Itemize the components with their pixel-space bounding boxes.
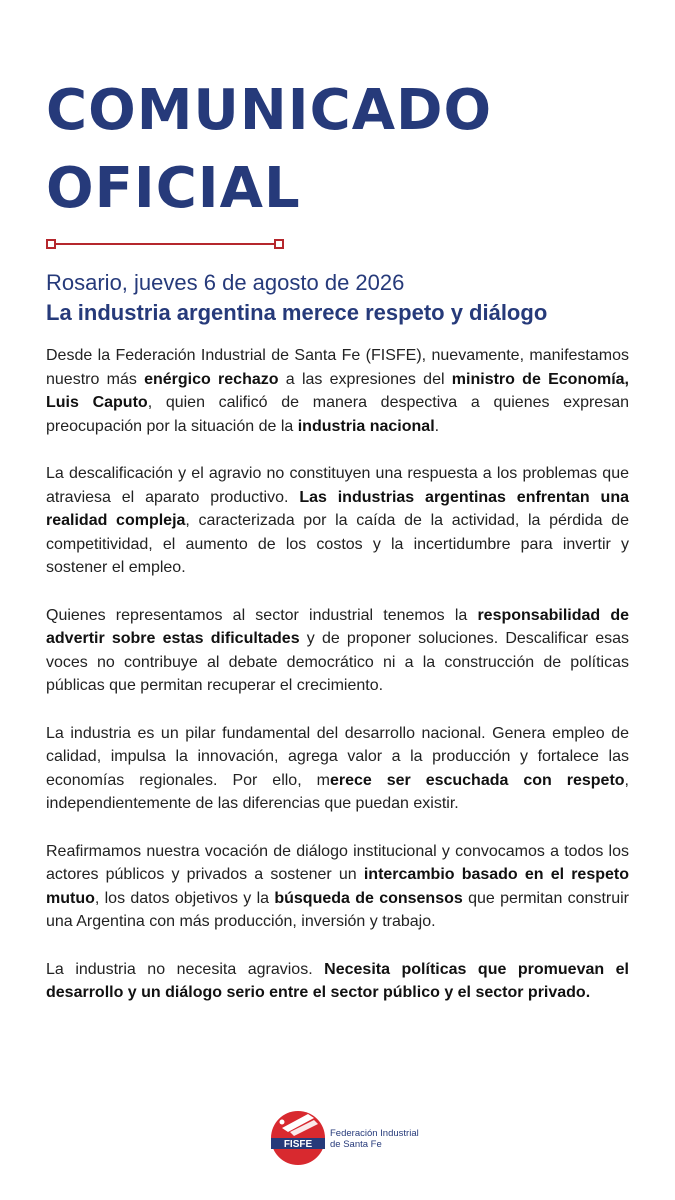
paragraph-3: Quienes representamos al sector industrial tenemos la responsabilidad de advertir sobre estas dificultades y de proponer soluciones. Descalificar esas voces no contribuye al debate democrático ni a la construcción de políticas públicas que permitan recuperar el crecimiento. (46, 606, 629, 694)
title-line-1: COMUNICADO (46, 78, 493, 143)
title-line-2: OFICIAL (46, 156, 301, 221)
paragraph-5: Reafirmamos nuestra vocación de diálogo institucional y convocamos a todos los actores públicos y privados a sostener un intercambio basado en el respeto mutuo, los datos objetivos y la búsqueda de consensos que permitan construir una Argentina con más producción, inversión y trabajo. (46, 842, 630, 930)
date-line: Rosario, jueves 6 de agosto de 2026 (46, 270, 405, 295)
paragraph-6: La industria no necesita agravios. Necesita políticas que promuevan el desarrollo y un diálogo serio entre el sector público y el sector privado. (46, 960, 629, 1001)
paragraph-1: Desde la Federación Industrial de Santa Fe (FISFE), nuevamente, manifestamos nuestro más enérgico rechazo a las expresiones del ministro de Economía, Luis Caputo, quien calificó de manera despectiva a quienes expresan preocupación por la situación de la industria nacional. (46, 347, 630, 435)
fisfe-logo-icon (268, 1108, 330, 1168)
divider-left-square (46, 239, 56, 249)
headline: La industria argentina merece respeto y diálogo (46, 300, 548, 325)
paragraph-2: La descalificación y el agravio no constituyen una respuesta a los problemas que atraviesa el aparato productivo. Las industrias argentinas enfrentan una realidad compleja, caracterizada por la caída de la actividad, la pérdida de competitividad, el aumento de los costos y la incertidumbre para invertir y sostener el empleo. (46, 465, 629, 576)
fisfe-footer-logo (268, 1108, 428, 1168)
org-name: Federación Industrial de Santa Fe (330, 1128, 419, 1150)
title-divider (46, 239, 284, 249)
logo-text: FISFE (283, 1139, 313, 1150)
page-title (46, 72, 492, 228)
paragraph-4: La industria es un pilar fundamental del desarrollo nacional. Genera empleo de calidad, impulsa la innovación, agrega valor a la producción y fortalece las economías regionales. Por ello, merece ser escuchada con respeto, independientemente de las diferencias que puedan existir. (46, 724, 629, 812)
statement-body (46, 344, 629, 1029)
divider-right-square (274, 239, 284, 249)
